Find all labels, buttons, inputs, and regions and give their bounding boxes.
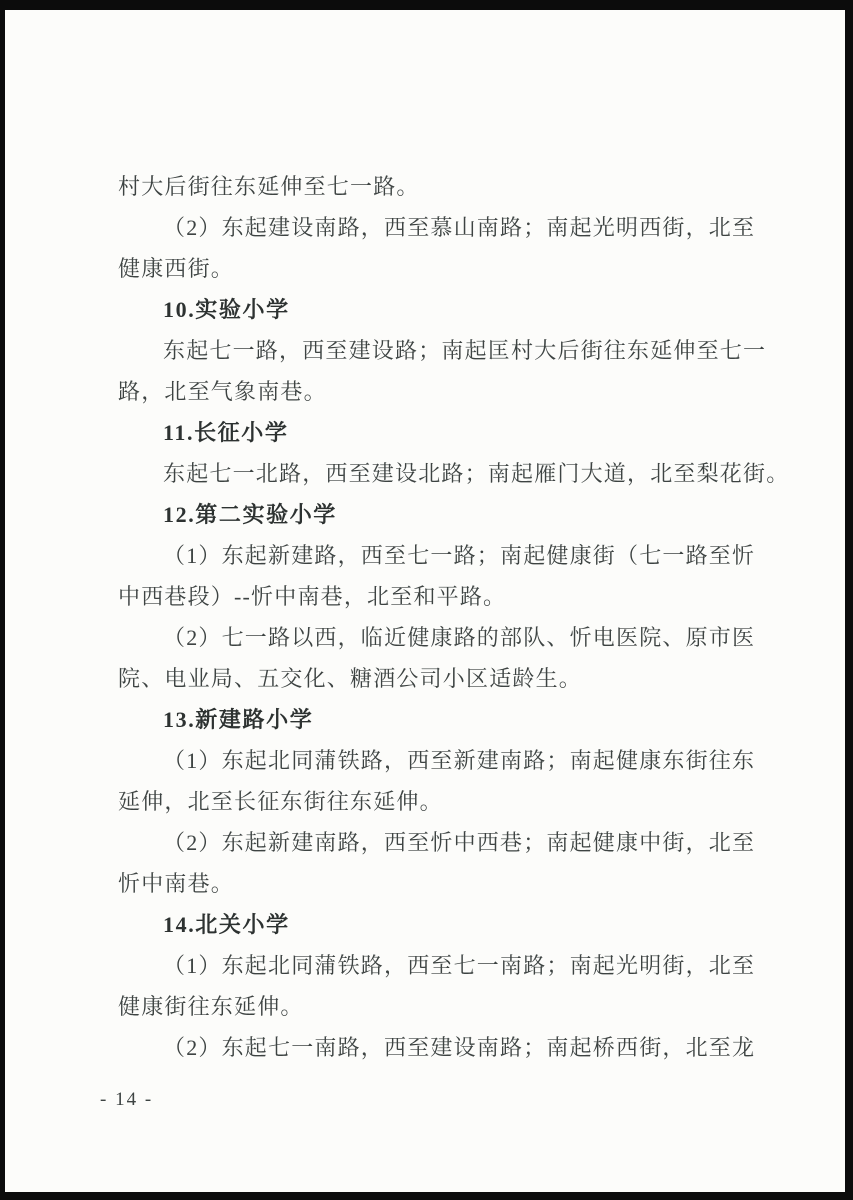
text-line: （1）东起北同蒲铁路，西至七一南路；南起光明街，北至: [163, 953, 756, 978]
text-line: 健康街往东延伸。: [118, 994, 304, 1019]
text-line: 院、电业局、五交化、糖酒公司小区适龄生。: [118, 666, 583, 691]
text-line: （2）东起新建南路，西至忻中西巷；南起健康中街，北至: [163, 830, 756, 855]
text-line: （1）东起北同蒲铁路，西至新建南路；南起健康东街往东: [163, 748, 756, 773]
text-line: 中西巷段）--忻中南巷，北至和平路。: [118, 584, 507, 609]
document-page: [5, 10, 845, 1192]
section-heading: 10.实验小学: [163, 297, 290, 322]
section-heading: 11.长征小学: [163, 420, 289, 445]
text-line: （2）东起建设南路，西至慕山南路；南起光明西街，北至: [163, 215, 756, 240]
text-line: 忻中南巷。: [118, 871, 235, 896]
text-line: 村大后街往东延伸至七一路。: [118, 174, 420, 199]
text-line: 路，北至气象南巷。: [118, 379, 327, 404]
text-line: 健康西街。: [118, 256, 235, 281]
text-line: 东起七一路，西至建设路；南起匡村大后街往东延伸至七一: [163, 338, 767, 363]
text-line: （2）七一路以西，临近健康路的部队、忻电医院、原市医: [163, 625, 756, 650]
section-heading: 12.第二实验小学: [163, 502, 337, 527]
page-number: - 14 -: [100, 1089, 154, 1110]
section-heading: 14.北关小学: [163, 912, 290, 937]
document-text-block: [118, 166, 790, 1068]
text-line: 东起七一北路，西至建设北路；南起雁门大道，北至梨花街。: [163, 461, 790, 486]
text-line: （1）东起新建路，西至七一路；南起健康街（七一路至忻: [163, 543, 756, 568]
section-heading: 13.新建路小学: [163, 707, 314, 732]
text-line: 延伸，北至长征东街往东延伸。: [118, 789, 443, 814]
text-line: （2）东起七一南路，西至建设南路；南起桥西街，北至龙: [163, 1035, 756, 1060]
